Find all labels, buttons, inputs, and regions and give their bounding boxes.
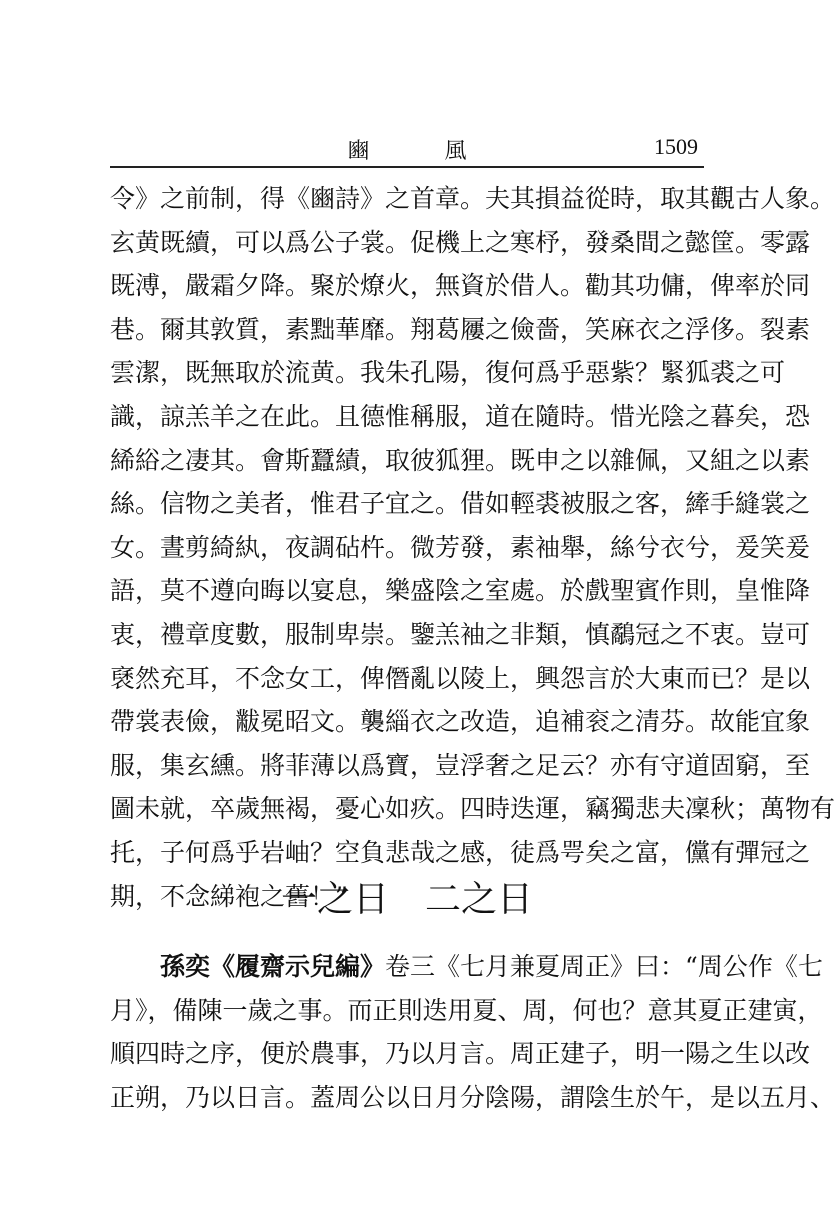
running-head: [110, 130, 704, 166]
text-line: 期，不念綈袍之舊！”: [110, 881, 348, 911]
book-title: 《履齋示兒編》: [210, 952, 386, 981]
text-line: 巷。爾其敦質，素黜華靡。翔葛屨之儉嗇，笑麻衣之浮侈。裂素: [110, 314, 811, 344]
text-line: 正朔，乃以日言。蓋周公以日月分陰陽，謂陰生於午，是以五月、: [110, 1082, 835, 1112]
paragraph-2: [110, 945, 835, 1119]
text-line: 月》，備陳一歲之事。而正則迭用夏、周，何也？意其夏正建寅，: [110, 995, 823, 1025]
section-heading: 一之日 二之日: [280, 879, 533, 920]
text-run: 卷三《七月兼夏周正》曰：“周公作《七: [385, 952, 823, 981]
header-rule: [110, 166, 704, 168]
running-title: 豳 風: [347, 139, 501, 164]
text-line: 托，子何爲乎岩岫？空負悲哉之感，徒爲咢矣之富，儻有彈冠之: [110, 837, 811, 867]
text-line: 絲。信物之美者，惟君子宜之。借如輕裘被服之客，縴手縫裳之: [110, 489, 811, 519]
page-number: 1509: [654, 134, 698, 159]
text-line: 雲潔，既無取於流黄。我朱孔陽，復何爲乎惡紫？緊狐裘之可: [110, 358, 786, 388]
text-line: 圖未就，卒歲無褐，憂心如疚。四時迭運，竊獨悲夫凜秋；萬物有: [110, 794, 835, 824]
text-line: 既溥，嚴霜夕降。聚於燎火，無資於借人。勸其功傭，俾率於同: [110, 271, 811, 301]
text-line: 識，諒羔羊之在此。且德惟稱服，道在隨時。惜光陰之暮矣，恐: [110, 401, 811, 431]
author-name: 孫奕: [160, 952, 211, 981]
text-line: 女。晝剪綺紈，夜調砧杵。微芳發，素袖舉，絲兮衣兮，爰笑爰: [110, 532, 811, 562]
text-line: 令》之前制，得《豳詩》之首章。夫其損益從時，取其觀古人象。: [110, 184, 835, 213]
text-line: 帶裳表儉，黻冕昭文。襲緇衣之改造，追補衮之清芬。故能宜象: [110, 707, 811, 737]
text-line: 順四時之序，便於農事，乃以月言。周正建子，明一陽之生以改: [110, 1039, 811, 1069]
text-line: 語，莫不遵向晦以宴息，樂盛陰之室處。於戲聖賓作則，皇惟降: [110, 576, 811, 606]
text-line: 服，集玄纁。將菲薄以爲寶，豈浮奢之足云？亦有守道固窮，至: [110, 750, 811, 780]
text-line: 褎然充耳，不念女工，俾僭亂以陵上，興怨言於大東而已？是以: [110, 663, 811, 693]
text-line-first: [110, 945, 823, 989]
text-line: 絺綌之凄其。會斯蠶績，取彼狐狸。既申之以雜佩，又組之以素: [110, 445, 811, 475]
paragraph-1: [110, 177, 835, 918]
text-line: 玄黄既續，可以爲公子裳。促機上之寒杼，發桑間之懿筐。零露: [110, 227, 811, 257]
text-line: 衷，禮章度數，服制卑崇。鑒羔袖之非類，慎鷸冠之不衷。豈可: [110, 619, 811, 649]
